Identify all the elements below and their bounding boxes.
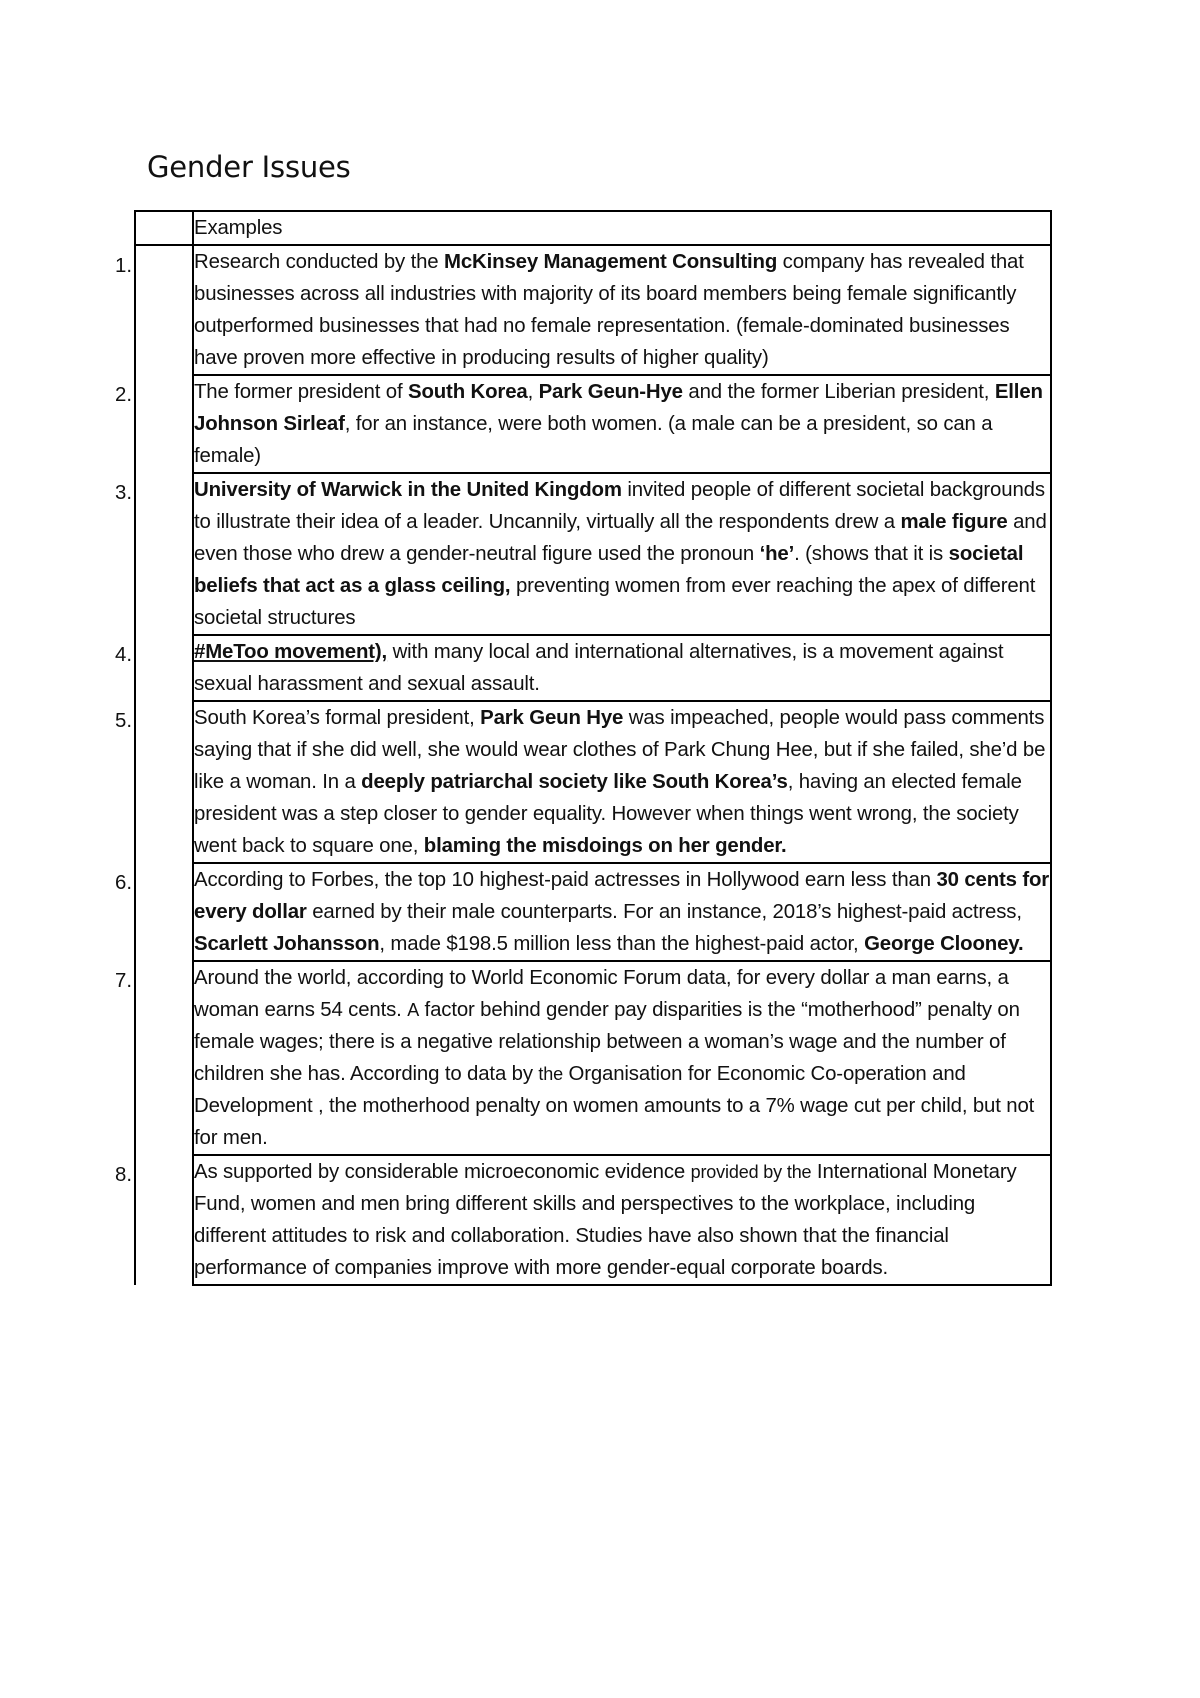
table-row bbox=[135, 635, 1051, 701]
emphasis-text: South Korea bbox=[408, 381, 528, 403]
row-number: 8. bbox=[114, 1164, 132, 1186]
number-header-cell bbox=[135, 211, 193, 245]
example-text: and the former Liberian president, bbox=[682, 381, 995, 403]
row-number-cell bbox=[114, 473, 193, 635]
example-text: the bbox=[538, 1064, 563, 1084]
emphasis-text: Ellen Johnson Sirleaf bbox=[194, 381, 1043, 435]
example-text-cell bbox=[193, 473, 1051, 635]
row-number-cell bbox=[114, 375, 193, 473]
example-text: , made $198.5 million less than the highest-paid actor, bbox=[379, 933, 865, 955]
example-text: According to Forbes, the top 10 highest-paid actresses in Hollywood earn less than bbox=[194, 869, 937, 891]
row-number-cell bbox=[114, 961, 193, 1155]
example-text: factor behind gender pay disparities is the “motherhood” penalty on female wages; there is a negative relationship between a woman’s wage and the number of children she has. According to data by bbox=[194, 999, 1020, 1085]
emphasis-text: Park Geun Hye bbox=[480, 707, 624, 729]
example-text: International Monetary Fund, women and men bring different skills and perspectives to the workplace, including different attitudes to risk and collaboration. Studies have also shown that the financial performance of companies improve with more gender-equal corporate boards. bbox=[194, 1161, 1017, 1279]
example-text-cell bbox=[193, 863, 1051, 961]
example-text-cell bbox=[193, 375, 1051, 473]
emphasis-text: University of Warwick in the United Kingdom bbox=[194, 479, 622, 501]
emphasis-text: societal beliefs that act as a glass ceiling, bbox=[194, 543, 1024, 597]
example-text-cell bbox=[193, 961, 1051, 1155]
emphasis-text: McKinsey Management Consulting bbox=[444, 251, 778, 273]
emphasis-text: blaming the misdoings on her gender. bbox=[423, 835, 787, 857]
row-number-cell bbox=[114, 635, 193, 701]
table-header-row bbox=[135, 211, 1051, 245]
table-row bbox=[135, 701, 1051, 863]
emphasis-text: male figure bbox=[900, 511, 1008, 533]
emphasis-text: 30 cents for every dollar bbox=[194, 869, 1050, 923]
emphasis-text: George Clooney. bbox=[864, 933, 1024, 955]
example-text: , bbox=[527, 381, 539, 403]
example-text-cell bbox=[193, 1155, 1051, 1285]
example-text-cell bbox=[193, 701, 1051, 863]
table-row bbox=[135, 473, 1051, 635]
example-text-cell bbox=[193, 245, 1051, 375]
example-text-cell bbox=[193, 635, 1051, 701]
row-number-cell bbox=[114, 863, 193, 961]
example-text: with many local and international alternatives, is a movement against sexual harassment and sexual assault. bbox=[194, 641, 1004, 695]
example-text: invited people of different societal backgrounds to illustrate their idea of a leader. Uncannily, virtually all the respondents drew a bbox=[194, 479, 1045, 533]
table-row bbox=[135, 1155, 1051, 1285]
table-row bbox=[135, 375, 1051, 473]
example-text: earned by their male counterparts. For an instance, 2018’s highest-paid actress, bbox=[306, 901, 1022, 923]
examples-table-body bbox=[114, 211, 1051, 1285]
emphasis-text: #MeToo movement), bbox=[194, 641, 388, 663]
page-title: Gender Issues bbox=[147, 150, 351, 184]
row-number: 3. bbox=[114, 482, 132, 504]
example-text: Organisation for Economic Co-operation and Development , the motherhood penalty on women amounts to a 7% wage cut per child, but not for men. bbox=[194, 1063, 1035, 1149]
example-text: Research conducted by the bbox=[194, 251, 445, 273]
example-text: provided by the bbox=[690, 1162, 812, 1182]
example-text: A bbox=[407, 1000, 420, 1020]
row-number-cell bbox=[114, 701, 193, 863]
row-number: 2. bbox=[114, 384, 132, 406]
emphasis-text: ‘he’ bbox=[759, 543, 795, 565]
row-number: 5. bbox=[114, 710, 132, 732]
row-number-cell bbox=[114, 245, 193, 375]
table-row bbox=[135, 245, 1051, 375]
example-text: , for an instance, were both women. (a male can be a president, so can a female) bbox=[194, 413, 993, 467]
row-number-cell bbox=[114, 1155, 193, 1285]
row-number: 7. bbox=[114, 970, 132, 992]
example-text: was impeached, people would pass comments saying that if she did well, she would wear clothes of Park Chung Hee, but if she failed, she’d be like a woman. In a bbox=[194, 707, 1046, 793]
example-text: , having an elected female president was a step closer to gender equality. However when things went wrong, the society went back to square one, bbox=[194, 771, 1022, 857]
example-text: As supported by considerable microeconomic evidence bbox=[194, 1161, 691, 1183]
row-number: 4. bbox=[114, 644, 132, 666]
examples-header-cell: Examples bbox=[193, 211, 1051, 245]
table-row bbox=[135, 863, 1051, 961]
example-text: South Korea’s formal president, bbox=[194, 707, 481, 729]
row-number: 1. bbox=[114, 255, 132, 277]
example-text: company has revealed that businesses across all industries with majority of its board members being female significantly outperformed businesses that had no female representation. (female-dominated businesses have proven more effective in producing results of higher quality) bbox=[194, 251, 1024, 369]
example-text: and even those who drew a gender-neutral figure used the pronoun bbox=[194, 511, 1047, 565]
emphasis-text: deeply patriarchal society like South Korea’s bbox=[361, 771, 788, 793]
examples-table bbox=[114, 210, 1052, 1286]
row-number: 6. bbox=[114, 872, 132, 894]
emphasis-text: Park Geun-Hye bbox=[538, 381, 683, 403]
example-text: . (shows that it is bbox=[794, 543, 949, 565]
example-text: preventing women from ever reaching the apex of different societal structures bbox=[194, 575, 1036, 629]
example-text: Around the world, according to World Economic Forum data, for every dollar a man earns, a woman earns 54 cents. bbox=[194, 967, 1009, 1021]
table-row bbox=[135, 961, 1051, 1155]
emphasis-text: Scarlett Johansson bbox=[194, 933, 380, 955]
example-text: The former president of bbox=[194, 381, 408, 403]
